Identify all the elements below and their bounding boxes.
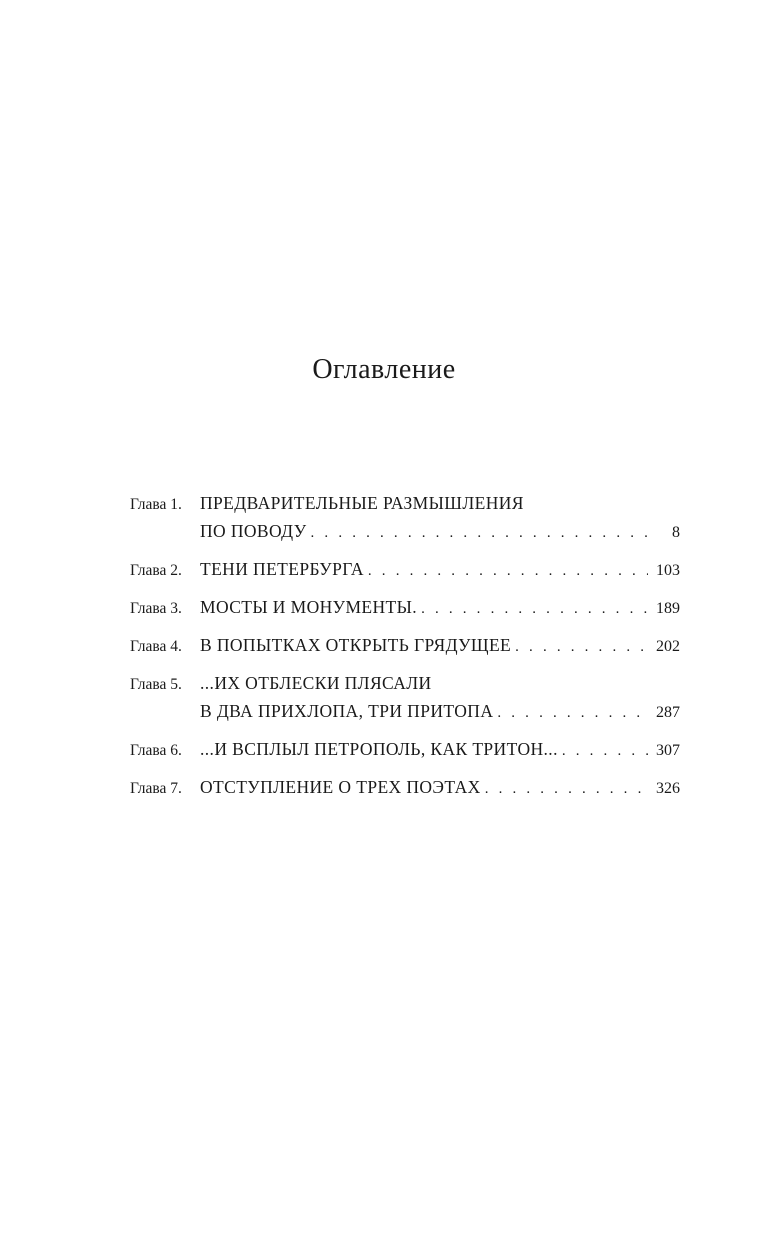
page-number: 189 bbox=[656, 600, 680, 617]
page-title: Оглавление bbox=[312, 354, 456, 385]
chapter-number: Глава 1. bbox=[130, 496, 182, 513]
dot-leader bbox=[311, 520, 648, 547]
chapter-title: МОСТЫ И МОНУМЕНТЫ. bbox=[200, 597, 418, 617]
chapter-title: ОТСТУПЛЕНИЕ О ТРЕХ ПОЭТАХ bbox=[200, 777, 481, 797]
chapter-title: ПРЕДВАРИТЕЛЬНЫЕ РАЗМЫШЛЕНИЯ bbox=[200, 493, 524, 513]
chapter-number: Глава 6. bbox=[130, 742, 182, 759]
chapter-number: Глава 7. bbox=[130, 780, 182, 797]
dot-leader bbox=[368, 558, 648, 585]
dot-leader bbox=[497, 700, 648, 727]
toc-entry-4[interactable] bbox=[130, 632, 680, 661]
page-number: 8 bbox=[672, 524, 680, 541]
chapter-number: Глава 3. bbox=[130, 600, 182, 617]
chapter-title: ...ИХ ОТБЛЕСКИ ПЛЯСАЛИ bbox=[200, 673, 432, 693]
dot-leader bbox=[485, 776, 648, 803]
table-of-contents bbox=[130, 490, 680, 812]
toc-entry-5[interactable] bbox=[130, 670, 680, 727]
page-number: 326 bbox=[656, 780, 680, 797]
chapter-title: В ПОПЫТКАХ ОТКРЫТЬ ГРЯДУЩЕЕ bbox=[200, 635, 512, 655]
page-number: 103 bbox=[656, 562, 680, 579]
chapter-number: Глава 4. bbox=[130, 638, 182, 655]
chapter-title: ...И ВСПЛЫЛ ПЕТРОПОЛЬ, КАК ТРИТОН... bbox=[200, 739, 558, 759]
chapter-number: Глава 2. bbox=[130, 562, 182, 579]
toc-entry-7[interactable] bbox=[130, 774, 680, 803]
page-number: 202 bbox=[656, 638, 680, 655]
dot-leader bbox=[421, 596, 648, 623]
dot-leader bbox=[562, 738, 648, 765]
dot-leader bbox=[515, 634, 648, 661]
chapter-number: Глава 5. bbox=[130, 676, 182, 693]
toc-entry-2[interactable] bbox=[130, 556, 680, 585]
chapter-title-continued: ПО ПОВОДУ bbox=[200, 521, 307, 541]
toc-entry-6[interactable] bbox=[130, 736, 680, 765]
chapter-title: ТЕНИ ПЕТЕРБУРГА bbox=[200, 559, 364, 579]
page-number: 307 bbox=[656, 742, 680, 759]
toc-entry-1[interactable] bbox=[130, 490, 680, 547]
toc-entry-3[interactable] bbox=[130, 594, 680, 623]
chapter-title-continued: В ДВА ПРИХЛОПА, ТРИ ПРИТОПА bbox=[200, 701, 494, 721]
page-number: 287 bbox=[656, 704, 680, 721]
